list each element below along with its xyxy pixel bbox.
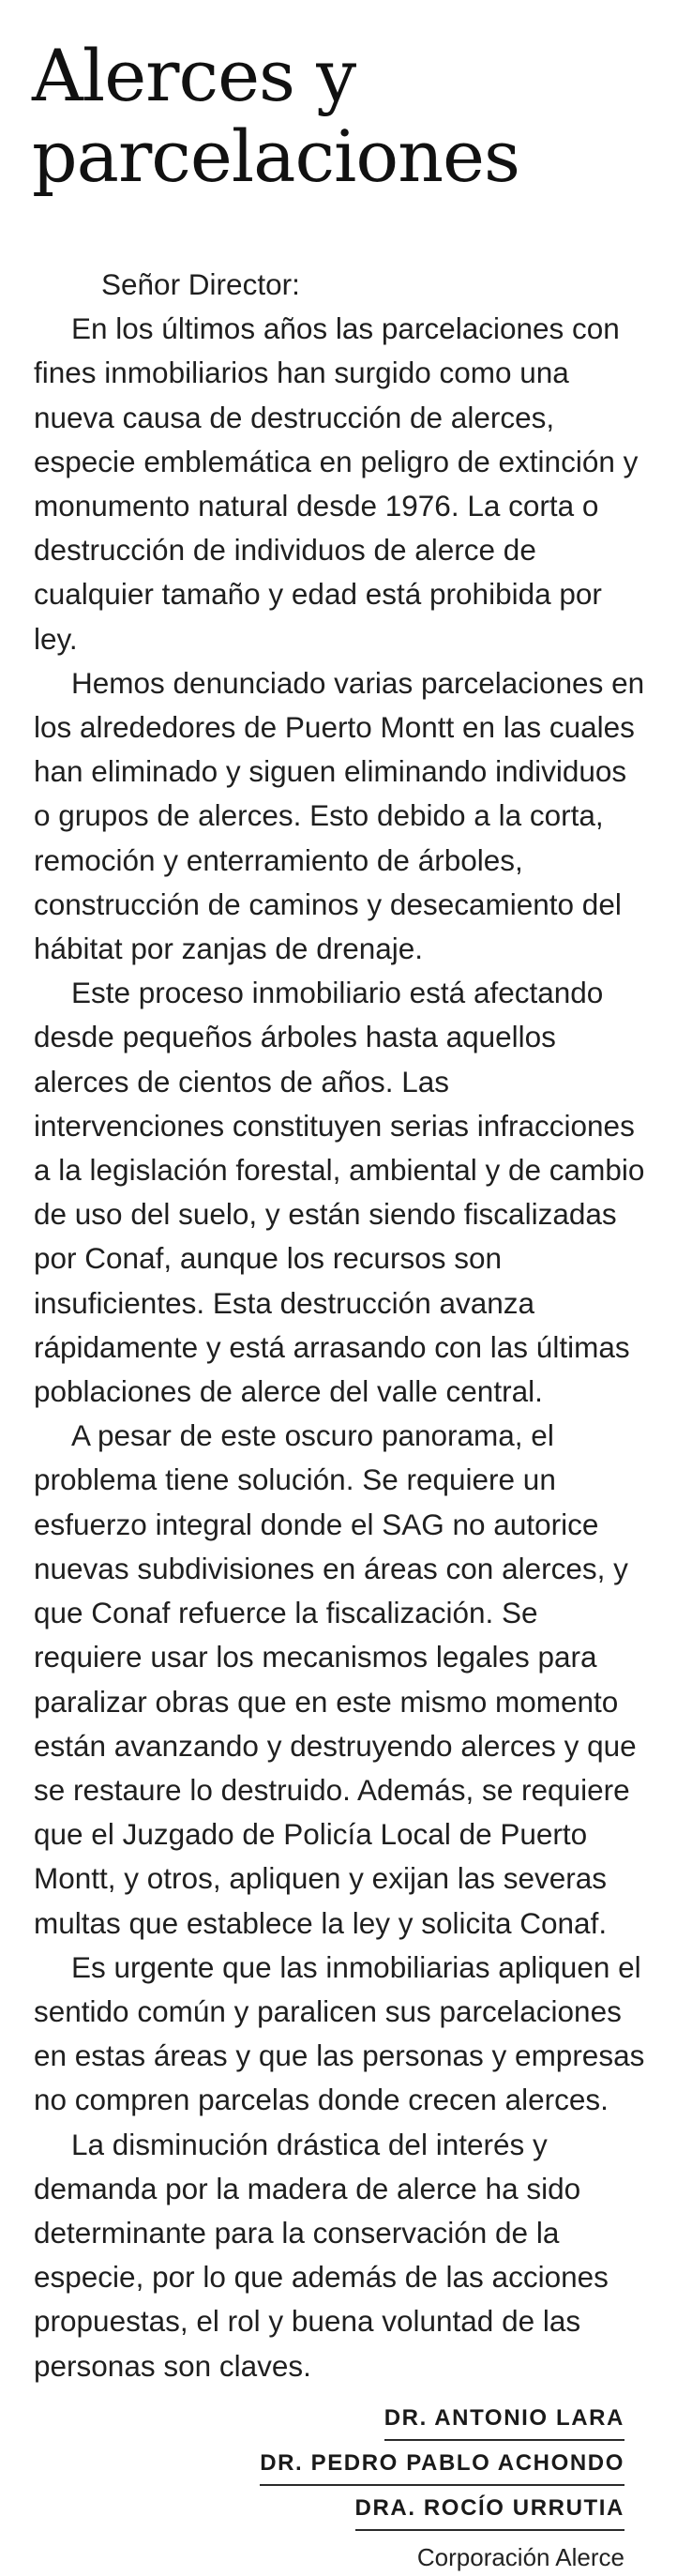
- paragraph: Es urgente que las inmobiliarias apliquen el sentido común y paralicen sus parcelaciones en estas áreas y que las personas y empresas no compren parcelas donde crecen alerces.: [34, 1949, 645, 2117]
- headline: [32, 36, 645, 197]
- signature-block: [32, 2402, 645, 2576]
- paragraph: Hemos denunciado varias parcelaciones en los alrededores de Puerto Montt en las cuales han eliminado y siguen eliminando individuos o grupos de alerces. Esto debido a la corta, remoción y enterramiento de árboles, construcción de caminos y desecamiento del hábitat por zanjas de drenaje.: [34, 665, 645, 966]
- signatory-name: DR. ANTONIO LARA: [384, 2402, 624, 2441]
- salutation: Señor Director:: [101, 267, 300, 301]
- headline-line-1: Alerces y: [32, 34, 356, 117]
- signatory-name: DR. PEDRO PABLO ACHONDO: [260, 2447, 624, 2486]
- organization: Corporación Alerce: [416, 2542, 624, 2571]
- paragraph: En los últimos años las parcelaciones con fines inmobiliarios han surgido como una nueva causa de destrucción de alerces, especie emblemática en peligro de extinción y monumento natural desde 1976. La corta o destrucción de individuos de alerce de cualquier tamaño y edad está prohibida por ley.: [34, 311, 639, 656]
- paragraph: Este proceso inmobiliario está afectando desde pequeños árboles hasta aquellos alerces de cientos de años. Las intervenciones constituyen serias infracciones a la legislación forestal, ambiental y de cambio de uso del suelo, y están siendo fiscalizadas por Conaf, aunque los recursos son insuficientes. Esta destrucción avanza rápidamente y está arrasando con las últimas poblaciones de alerce del valle central.: [34, 976, 645, 1409]
- signatory-name: DRA. ROCÍO URRUTIA: [355, 2492, 624, 2531]
- headline-line-2: parcelaciones: [32, 114, 520, 198]
- paragraph: La disminución drástica del interés y demanda por la madera de alerce ha sido determinante para la conservación de la especie, por lo que además de las acciones propuestas, el rol y buena voluntad de las personas son claves.: [34, 2127, 609, 2383]
- letter-body: [32, 263, 645, 2388]
- paragraph: A pesar de este oscuro panorama, el problema tiene solución. Se requiere un esfuerzo integral donde el SAG no autorice nuevas subdivisiones en áreas con alerces, y que Conaf refuerce la fiscalización. Se requiere usar los mecanismos legales para paralizar obras que en este mismo momento están avanzando y destruyendo alerces y que se restaure lo destruido. Además, se requiere que el Juzgado de Policía Local de Puerto Montt, y otros, apliquen y exijan las severas multas que establece la ley y solicita Conaf.: [34, 1418, 637, 1940]
